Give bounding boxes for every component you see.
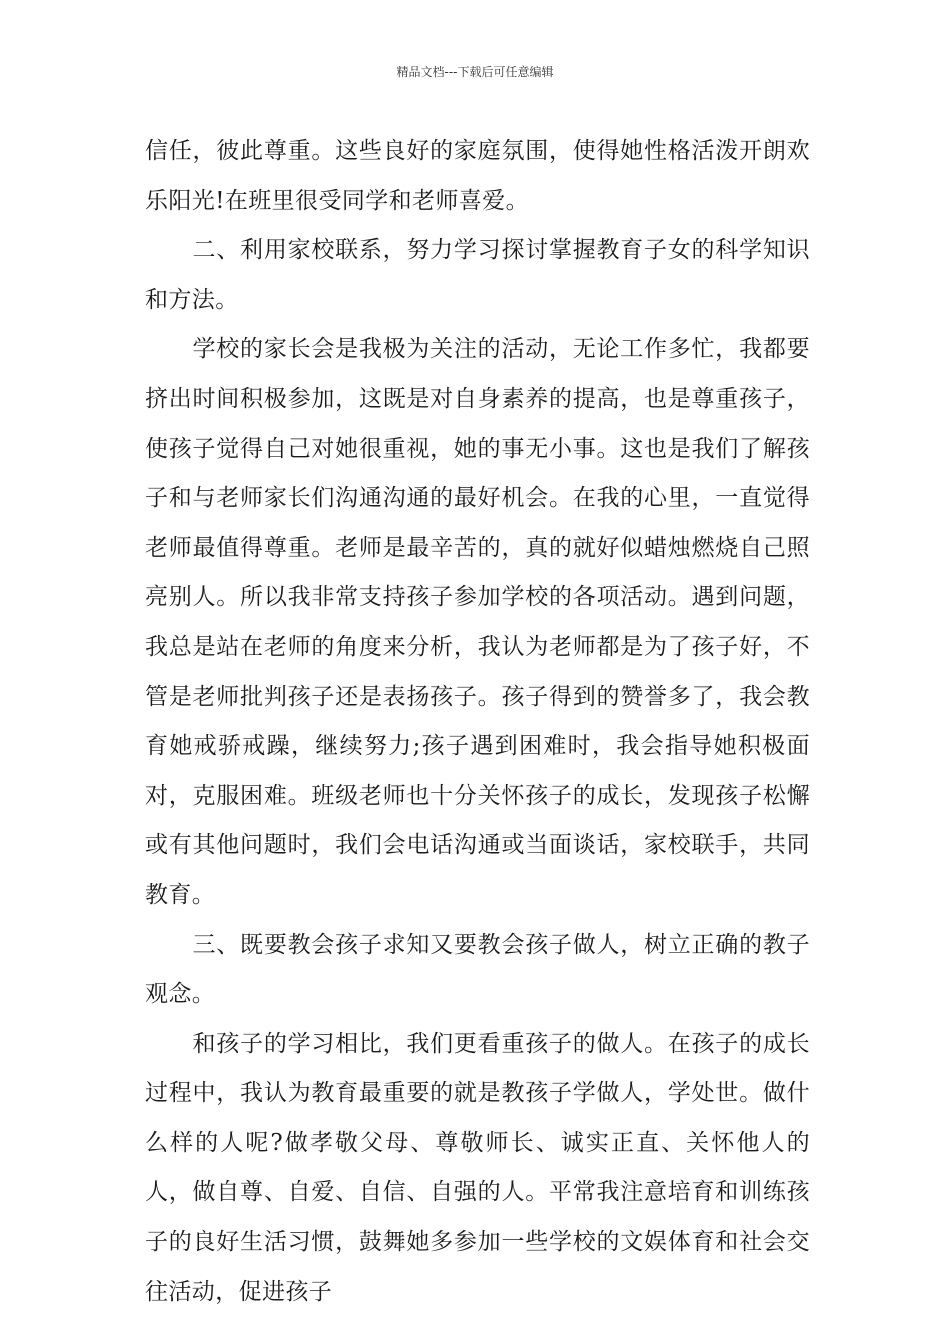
paragraph-5: 和孩子的学习相比，我们更看重孩子的做人。在孩子的成长过程中，我认为教育最重要的就是教孩子学做人，学处世。做什么样的人呢?做孝敬父母、尊敬师长、诚实正直、关怀他人的人，做自尊、自爱、自信、自强的人。平常我注意培育和训练孩子的良好生活习惯，鼓舞她多参加一些学校的文娱体育和社会交往活动，促进孩子 [145, 1030, 810, 1305]
paragraph-1: 信任，彼此尊重。这些良好的家庭氛围，使得她性格活泼开朗欢乐阳光!在班里很受同学和老师喜爱。 [145, 138, 810, 214]
document-body [145, 127, 810, 1317]
page-header: 精品文档---下载后可任意编辑 [396, 65, 554, 79]
paragraph-2-heading: 二、利用家校联系，努力学习探讨掌握教育子女的科学知识和方法。 [145, 237, 810, 313]
paragraph-3: 学校的家长会是我极为关注的活动，无论工作多忙，我都要挤出时间积极参加，这既是对自身素养的提高，也是尊重孩子，使孩子觉得自己对她很重视，她的事无小事。这也是我们了解孩子和与老师家长们沟通沟通的最好机会。在我的心里，一直觉得老师最值得尊重。老师是最辛苦的，真的就好似蜡烛燃烧自己照亮别人。所以我非常支持孩子参加学校的各项活动。遇到问题，我总是站在老师的角度来分析，我认为老师都是为了孩子好，不管是老师批判孩子还是表扬孩子。孩子得到的赞誉多了，我会教育她戒骄戒躁，继续努力;孩子遇到困难时，我会指导她积极面对，克服困难。班级老师也十分关怀孩子的成长，发现孩子松懈或有其他问题时，我们会电话沟通或当面谈话，家校联手，共同教育。 [145, 336, 810, 908]
paragraph-4-heading: 三、既要教会孩子求知又要教会孩子做人，树立正确的教子观念。 [145, 931, 810, 1008]
